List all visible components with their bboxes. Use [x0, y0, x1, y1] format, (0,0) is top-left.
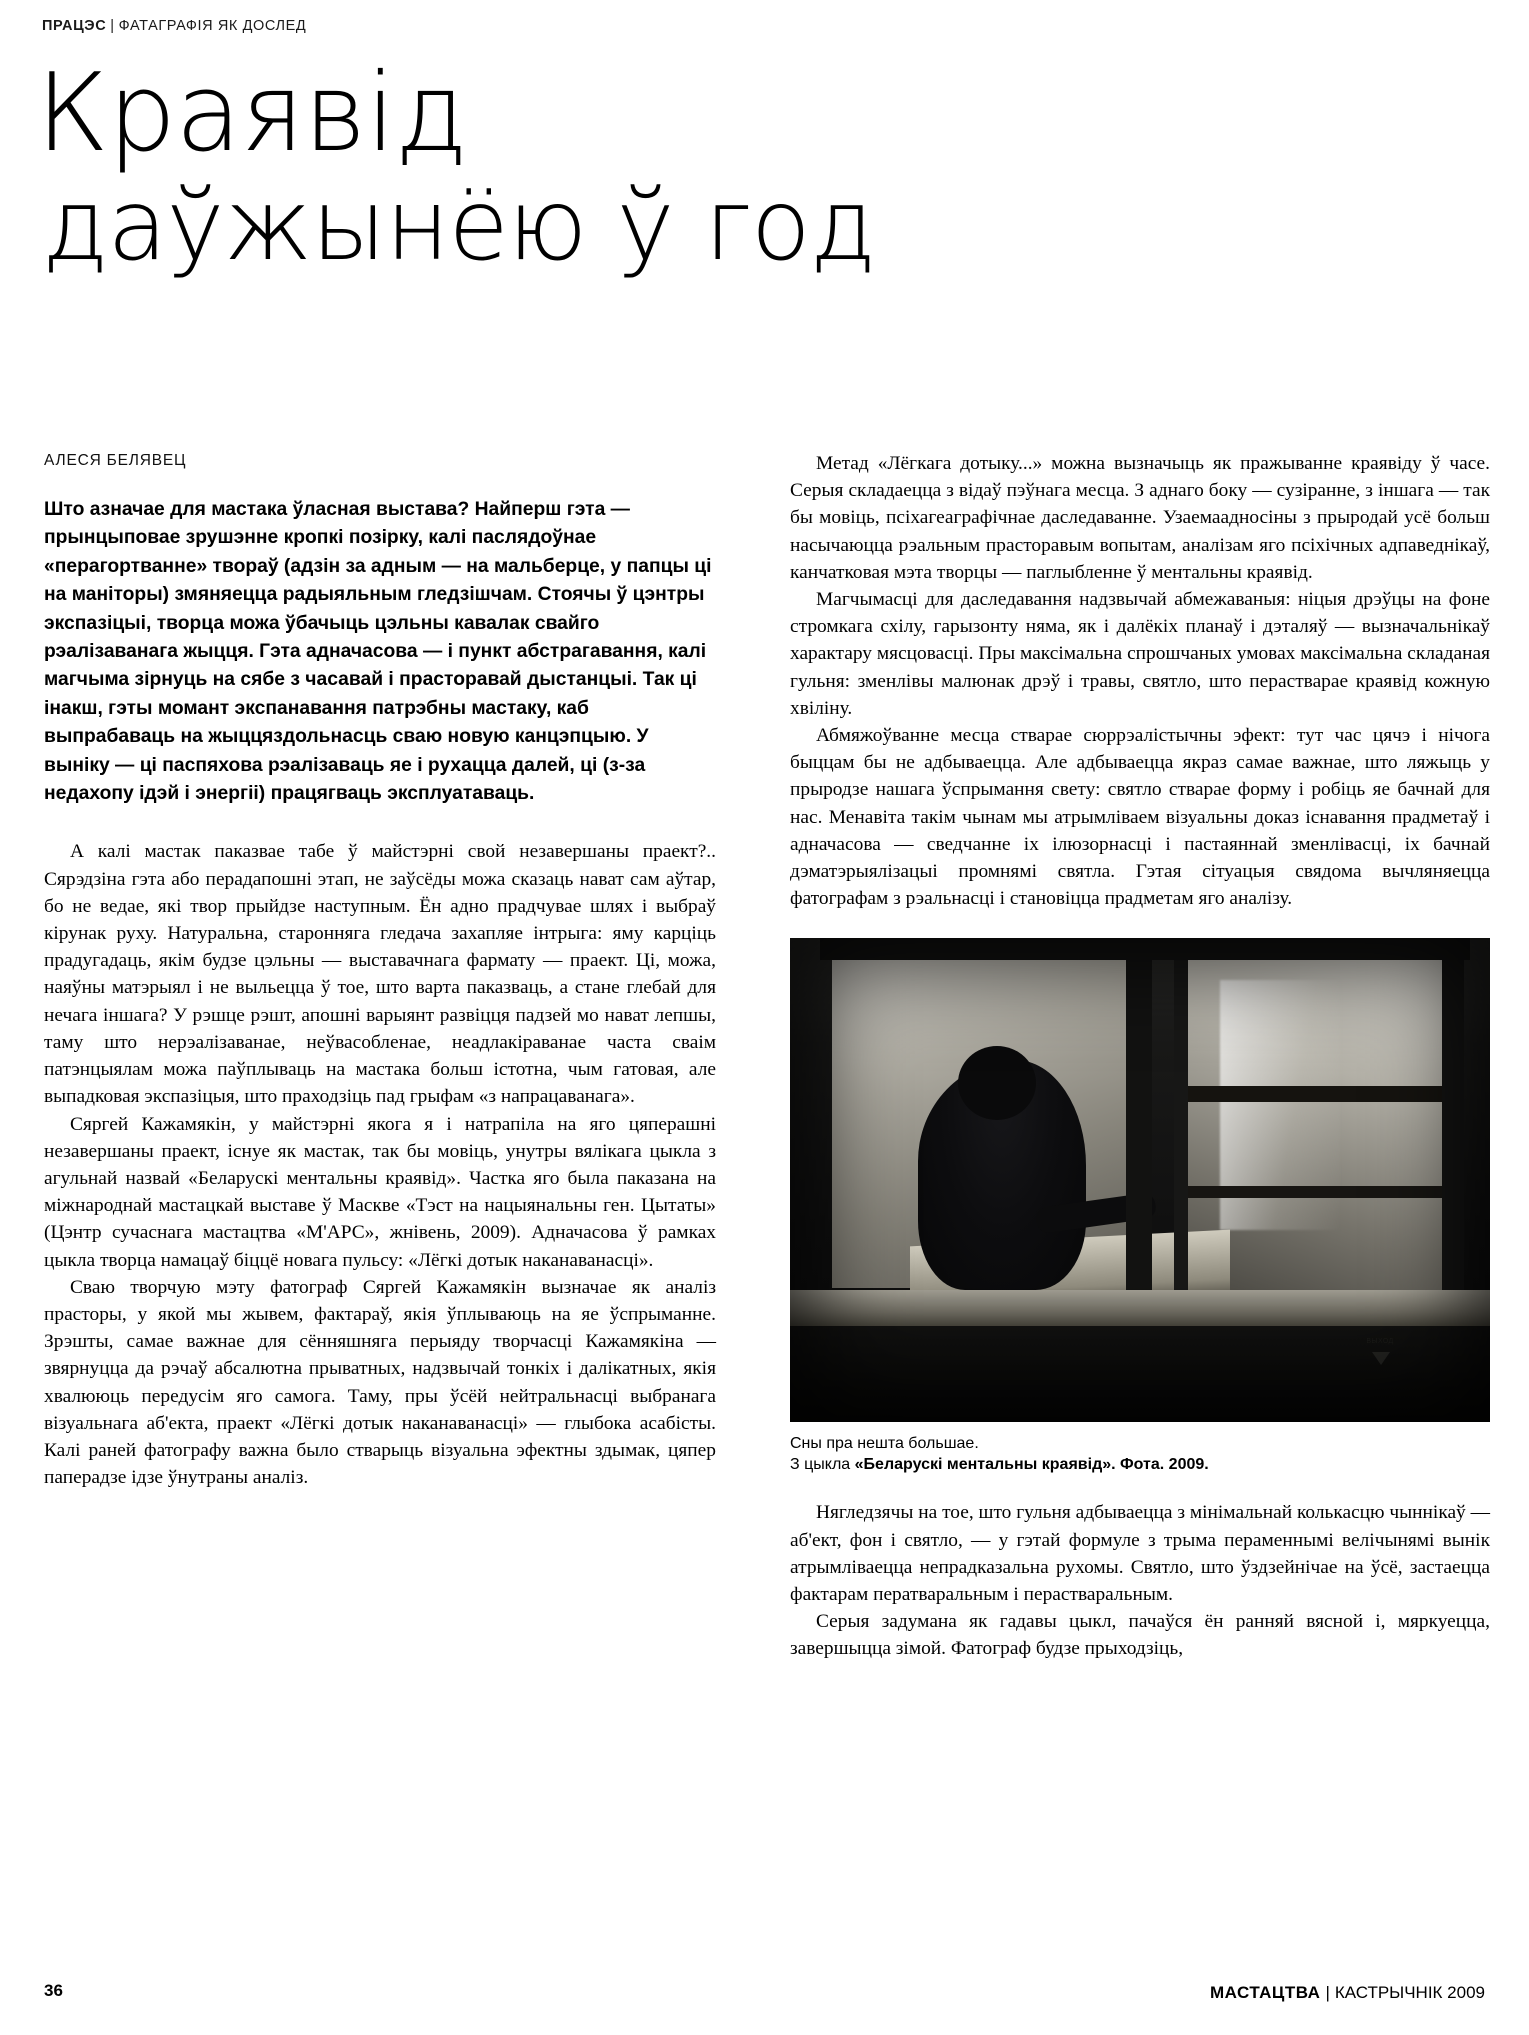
photo-caption-series: «Беларускі ментальны краявід». Фота. 2009. [854, 1456, 1209, 1474]
title-line-1: Краявід [36, 51, 467, 176]
photo-man-at-window [790, 938, 1490, 1422]
footer-brand: МАСТАЦТВА [1209, 1983, 1321, 2002]
photo-figure [790, 938, 1490, 1475]
photo-caption-line-1: Сны пра нешта большае. [790, 1435, 979, 1453]
photo-caption-line-2 [790, 1454, 1490, 1475]
page-number: 36 [44, 1981, 63, 2000]
photo-caption-prefix: З цыкла [790, 1456, 855, 1474]
right-column [790, 450, 1490, 1663]
running-head-separator: | [110, 18, 115, 34]
photo-exit-sign-label: ВЫХОД [1366, 1338, 1394, 1346]
running-head-rubric: ФАТАГРАФІЯ ЯК ДОСЛЕД [118, 18, 307, 34]
right-paragraph-5: Серыя задумана як гадавы цыкл, пачаўся ён ранняй вясной і, мяркуецца, завершыцца зімой. Фатограф будзе прыходзіць, [790, 1611, 1490, 1660]
left-column [44, 452, 716, 1491]
right-paragraph-3: Абмяжоўванне месца стварае сюррэалістычны эфект: тут час цячэ і нічога быццам бы не адбываецца. Але адбываецца якраз самае важнае, што ляжыць у прыродзе нашага ўспрымання свету: святло стварае форму і робіць яе бачнай для нас. Менавіта такім чынам мы атрымліваем візуальны доказ існавання прадметаў і адначасова — сведчанне іх ілюзорнасці і пастаяннай зменлівасці, іх бачнай дэматэрыялізацыі промнямі святла. Гэтая сітуацыя свядома вычляняецца фатографам з рэальнасці і становіцца прадметам яго аналізу. [790, 725, 1490, 910]
photo-caption [790, 1433, 1490, 1475]
article-byline: АЛЕСЯ БЕЛЯВЕЦ [44, 452, 187, 469]
footer-magazine-info [1210, 1983, 1485, 2003]
photo-vignette [790, 938, 1490, 1422]
left-paragraph-3: Сваю творчую мэту фатограф Сяргей Кажамякін вызначае як аналіз прасторы, у якой мы жывем, фактараў, якія ўплываюць на яе ўспрыманне. Зрэшты, самае важнае для сённяшняга перыяду творчасці Кажамякіна — звярнуцца да рэчаў абсалютна прыватных, надзвычай тонкіх і далікатных, якія хвалююць передусім яго самога. Таму, пры ўсёй нейтральнасці выбранага візуальнага аб'екта, праект «Лёгкі дотык наканаванасці» — глыбока асабісты. Калі раней фатографу важна было стварыць візуальна эфектны здымак, цяпер паперадзе ідзе ўнутраны аналіз. [44, 1276, 716, 1489]
right-paragraph-1: Метад «Лёгкага дотыку...» можна вызначыць як пражыванне краявіду ў часе. Серыя складаецца з відаў пэўнага месца. З аднаго боку — сузіранне, з іншага — так бы мовіць, псіхагеаграфічнае даследаванне. Узаемаадносіны з прыродай усё больш насычаюцца рэальным прасторавым вопытам, аналізам яго псіхічных адпаведнікаў, канчатковая мэта творцы — паглыбленне ў ментальны краявід. [790, 453, 1490, 583]
footer-separator: | [1325, 1983, 1330, 2002]
footer-issue-date: КАСТРЫЧНІК 2009 [1334, 1983, 1485, 2002]
running-head-section: ПРАЦЭС [42, 18, 107, 34]
running-head [42, 18, 306, 34]
page-title [36, 51, 1036, 283]
right-paragraph-4: Нягледзячы на тое, што гульня адбываецца з мінімальнай колькасцю чыннікаў — аб'ект, фон і святло, — у гэтай формуле з трыма пераменнымі велічынямі вынік атрымліваецца непрадказальна рухомы. Святло, што ўздзейнічае на ўсё, застаецца фактарам ператваральным і перастваральным. [790, 1502, 1490, 1606]
left-paragraph-1: А калі мастак паказвае табе ў майстэрні свой незавершаны праект?.. Сярэдзіна гэта або перадапошні этап, не заўсёды можа сказаць нават сам аўтар, бо не ведае, які твор прыйдзе наступным. Ён адно прадчувае шлях і выбраў кірунак руху. Натуральна, старонняга гледача захапляе інтрыга: яму карціць прадугадаць, якім будзе цэльны — выставачнага фармату — праект. Ці, можа, наяўны матэрыял і не выльецца ў тое, што варта паказваць, а стане глебай для нечага іншага? У рэшце рэшт, апошні варыянт развіцця падзей мо нават лепшы, таму што нерэалізаванае, неўвасобленае, неадлакіраванае часта сваім патэнцыялам можа паўплываць на мастака больш істотна, чым гатовая, але выпадковая экспазіцыя, што праходзіць пад грыфам «з напрацаванага». [44, 841, 716, 1108]
title-line-2: даўжынёю ў год [42, 169, 876, 283]
left-paragraph-2: Сяргей Кажамякін, у майстэрні якога я і натрапіла на яго цяперашні незавершаны праект, існуе як мастак, так бы мовіць, унутры вялікага цыкла з агульнай назвай «Беларускі ментальны краявід». Частка яго была паказана на міжнароднай мастацкай выставе ў Маскве «Тэст на нацыянальны ген. Цытаты» (Цэнтр сучаснага мастацтва «М'АРС», жнівень, 2009). Адначасова ў рамках цыкла творца намацаў біццё новага пульсу: «Лёгкі дотык наканаванасці». [44, 1113, 716, 1271]
right-paragraph-2: Магчымасці для даследавання надзвычай абмежаваныя: ніцыя дрэўцы на фоне стромкага схілу, гарызонту няма, як і далёкіх планаў і дэталяў — вызначальнікаў характару мясцовасці. Пры максімальна спрошчаных умовах максімальна складаная гульня: зменлівы малюнак дрэў і травы, святло, што перастварае краявід кожную хвіліну. [790, 589, 1490, 719]
lead-paragraph: Што азначае для мастака ўласная выстава? Найперш гэта — прынцыповае зрушэнне кропкі позірку, калі паслядоўнае «перагортванне» твораў (адзін за адным — на мальберце, у папцы ці на маніторы) змяняецца радыяльным гледзішчам. Стоячы ў цэнтры экспазіцыі, творца можа ўбачыць цэльны кавалак свайго рэалізаванага жыцця. Гэта адначасова — і пункт абстрагавання, калі магчыма зірнуць на сябе з часавай і прасторавай дыстанцыі. Так ці інакш, гэты момант экспанавання патрэбны мастаку, каб выпрабаваць на жыццяздольнасць сваю новую канцэпцыю. У выніку — ці паспяхова рэалізаваць яе і рухацца далей, ці (з-за недахопу ідэй і энергіі) працягваць эксплуатаваць. [44, 499, 712, 805]
